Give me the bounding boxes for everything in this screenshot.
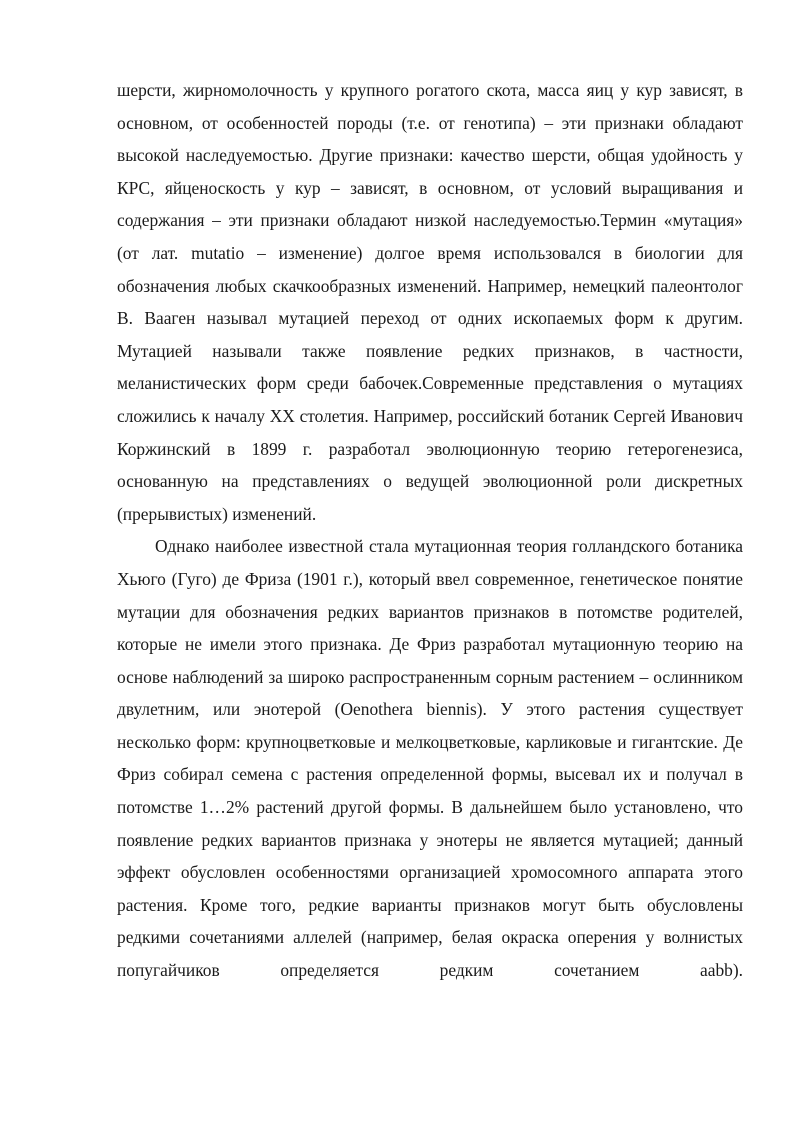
document-page — [117, 74, 743, 987]
paragraph-de-vries-theory: Однако наиболее известной стала мутационная теория голландского ботаника Хьюго (Гуго) де Фриза (1901 г.), который ввел современное, генетическое понятие мутации для обозначения редких вариантов признаков в потомстве родителей, которые не имели этого признака. Де Фриз разработал мутационную теорию на основе наблюдений за широко распространенным сорным растением – ослинником двулетним, или энотерой (Oenothera biennis). У этого растения существует несколько форм: крупноцветковые и мелкоцветковые, карликовые и гигантские. Де Фриз собирал семена с растения определенной формы, высевал их и получал в потомстве 1…2% растений другой формы. В дальнейшем было установлено, что появление редких вариантов признака у энотеры не является мутацией; данный эффект обусловлен особенностями организацией хромосомного аппарата этого растения. Кроме того, редкие варианты признаков могут быть обусловлены редкими сочетаниями аллелей (например, белая окраска оперения у волнистых попугайчиков определяется редким сочетанием aabb). — [117, 536, 743, 981]
paragraph-continued: шерсти, жирномолочность у крупного рогатого скота, масса яиц у кур зависят, в основном, от особенностей породы (т.е. от генотипа) – эти признаки обладают высокой наследуемостью. Другие признаки: качество шерсти, общая удойность у КРС, яйценоскость у кур – зависят, в основном, от условий выращивания и содержания – эти признаки обладают низкой наследуемостью.Термин «мутация» (от лат. mutatio – изменение) долгое время использовался в биологии для обозначения любых скачкообразных изменений. Например, немецкий палеонтолог В. Вааген называл мутацией переход от одних ископаемых форм к другим. Мутацией называли также появление редких признаков, в частности, меланистических форм среди бабочек.Современные представления о мутациях сложились к началу XX столетия. Например, российский ботаник Сергей Иванович Коржинский в 1899 г. разработал эволюционную теорию гетерогенезиса, основанную на представлениях о ведущей эволюционной роли дискретных (прерывистых) изменений. — [117, 80, 743, 524]
